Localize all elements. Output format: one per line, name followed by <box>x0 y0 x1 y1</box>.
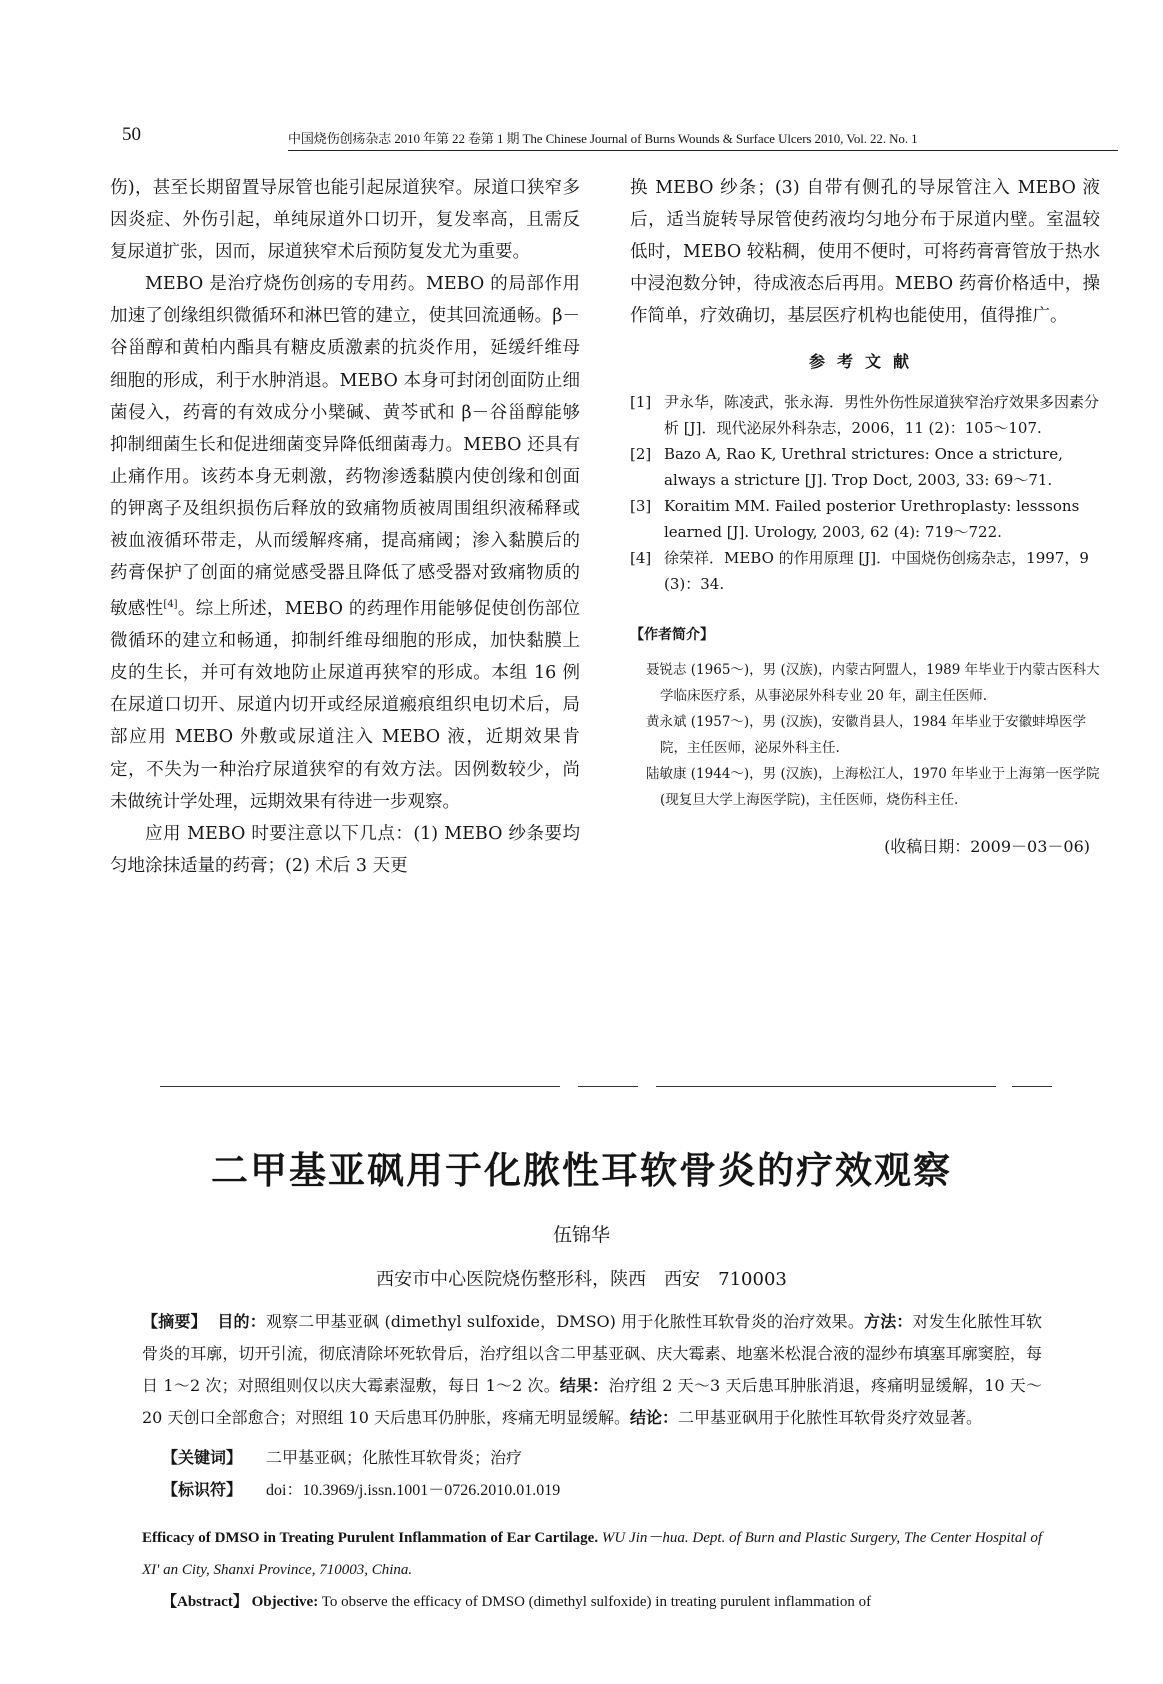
running-header: 中国烧伤创疡杂志 2010 年第 22 卷第 1 期 The Chinese Journal of Burns Wounds & Surface Ulcers 2010, Vol. 22. No. 1 <box>288 131 918 146</box>
reference-list <box>630 389 1100 597</box>
result-text: 治疗组 2 天～3 天后患耳肿胀消退，疼痛明显缓解，10 天～20 天创口全部愈合；对照组 10 天后患耳仍肿胀，疼痛无明显缓解。 <box>142 1376 1042 1427</box>
separator-2 <box>578 1086 638 1087</box>
result-label: 结果： <box>559 1376 609 1395</box>
article-author: 伍锦华 <box>552 1224 610 1246</box>
keywords-line <box>162 1442 1042 1474</box>
chinese-abstract <box>142 1306 1042 1434</box>
left-paragraph-3: 应用 MEBO 时要注意以下几点：(1) MEBO 纱条要均匀地涂抹适量的药膏；(2) 术后 3 天更 <box>110 823 580 876</box>
doi-text: doi：10.3969/j.issn.1001－0726.2010.01.019 <box>266 1482 561 1499</box>
left-paragraph-2 <box>110 268 580 817</box>
reference-item <box>630 389 1100 441</box>
english-title-line <box>142 1522 1042 1586</box>
references-title: 参考文献 <box>808 352 921 372</box>
left-column <box>110 172 580 882</box>
english-abstract-label: 【Abstract】 <box>162 1594 248 1610</box>
identifier-label: 【标识符】 <box>162 1480 243 1499</box>
right-column <box>630 172 1100 863</box>
keywords-text: 二甲基亚砜；化脓性耳软骨炎；治疗 <box>266 1448 523 1467</box>
reference-number: [1] <box>630 392 652 411</box>
conclusion-label: 结论： <box>629 1408 678 1427</box>
abstract-label: 【摘要】 <box>142 1312 207 1331</box>
left-paragraph-2-end: 。综上所述，MEBO 的药理作用能够促使创伤部位微循环的建立和畅通，抑制纤维母细胞的形成，加快黏膜上皮的生长，并可有效地防止尿道再狭窄的形成。本组 16 例在尿道口切开、尿道内切开或经尿道瘢痕组织电切术后，局部应用 MEBO 外敷或尿道注入 MEBO 液，近期效果肯定，不失为一种治疗尿道狭窄的有效方法。因例数较少，尚未做统计学处理，远期效果有待进一步观察。 <box>110 599 580 812</box>
english-author-affiliation: WU Jin－hua. Dept. of Burn and Plastic Surgery, The Center Hospital of XI' an City, Shanxi Province, 710003, China. <box>142 1530 1042 1578</box>
abstract-body <box>142 1306 1042 1434</box>
right-paragraph-1: 换 MEBO 纱条；(3) 自带有侧孔的导尿管注入 MEBO 液后，适当旋转导尿管使药液均匀地分布于尿道内壁。室温较低时，MEBO 较粘稠，使用不便时，可将药膏膏管放于热水中浸泡数分钟，待成液态后再用。MEBO 药膏价格适中，操作简单，疗效确切，基层医疗机构也能使用，值得推广。 <box>630 178 1100 327</box>
citation-4: [4] <box>163 599 178 611</box>
left-paragraph-1: 伤)，甚至长期留置导尿管也能引起尿道狭窄。尿道口狭窄多因炎症、外伤引起，单纯尿道外口切开，复发率高，且需反复尿道扩张，因而，尿道狭窄术后预防复发尤为重要。 <box>110 178 580 263</box>
objective-label: 目的： <box>217 1312 266 1331</box>
author-intro-item: 聂锐志 (1965～)，男 (汉族)，内蒙古阿盟人，1989 年毕业于内蒙古医科大学临床医疗系，从事泌尿外科专业 20 年，副主任医师. <box>646 661 1100 704</box>
identifier-line <box>162 1474 1042 1507</box>
reference-text: Koraitim MM. Failed posterior Urethroplasty: lesssons learned [J]. Urology, 2003, 62 (4): 719～722. <box>664 496 1080 541</box>
article-affiliation: 西安市中心医院烧伤整形科，陕西 西安 710003 <box>376 1269 787 1290</box>
conclusion-text: 二甲基亚砜用于化脓性耳软骨炎疗效显著。 <box>678 1408 983 1427</box>
reference-item <box>630 545 1100 597</box>
author-intro-item: 陆敏康 (1944～)，男 (汉族)，上海松江人，1970 年毕业于上海第一医学院 (现复旦大学上海医学院)，主任医师，烧伤科主任. <box>646 765 1100 808</box>
english-abstract-line <box>142 1586 1042 1618</box>
objective-text: 观察二甲基亚砜 (dimethyl sulfoxide，DMSO) 用于化脓性耳软骨炎的治疗效果。 <box>265 1312 865 1331</box>
reference-number: [2] <box>630 444 652 463</box>
reference-item <box>630 441 1100 493</box>
page-number: 50 <box>122 124 141 145</box>
english-title: Efficacy of DMSO in Treating Purulent Inflammation of Ear Cartilage. <box>142 1530 599 1546</box>
separator-3 <box>656 1086 996 1087</box>
separator-4 <box>1012 1086 1052 1087</box>
reference-text: Bazo A, Rao K, Urethral strictures: Once a stricture, always a stricture [J]. Trop Doct, 2003, 33: 69～71. <box>664 444 1063 489</box>
english-abstract <box>142 1522 1042 1618</box>
reference-text: 尹永华，陈凌武，张永海．男性外伤性尿道狭窄治疗效果多因素分析 [J]．现代泌尿外科杂志，2006，11 (2)：105～107. <box>664 392 1100 437</box>
reference-number: [4] <box>630 548 652 567</box>
article-title: 二甲基亚砜用于化脓性耳软骨炎的疗效观察 <box>211 1149 952 1192</box>
author-intro-item: 黄永斌 (1957～)，男 (汉族)，安徽肖县人，1984 年毕业于安徽蚌埠医学院，主任医师，泌尿外科主任. <box>646 713 1087 756</box>
author-intro-list <box>630 657 1100 813</box>
reference-number: [3] <box>630 496 652 515</box>
reference-item <box>630 493 1100 545</box>
separator-1 <box>160 1086 560 1087</box>
reference-text: 徐荣祥．MEBO 的作用原理 [J]．中国烧伤创疡杂志，1997，9 (3)：34. <box>664 548 1089 593</box>
author-intro-title: 【作者简介】 <box>630 626 714 643</box>
keywords-label: 【关键词】 <box>162 1448 243 1467</box>
english-objective-text: To observe the efficacy of DMSO (dimethyl sulfoxide) in treating purulent inflammation of <box>321 1594 872 1610</box>
header-rule <box>288 150 1118 151</box>
left-paragraph-2-text: MEBO 是治疗烧伤创疡的专用药。MEBO 的局部作用加速了创缘组织微循环和淋巴管的建立，使其回流通畅。β－谷甾醇和黄柏内酯具有糖皮质激素的抗炎作用，延缓纤维母细胞的形成，利于水肿消退。MEBO 本身可封闭创面防止细菌侵入，药膏的有效成分小檗碱、黄芩甙和 β－谷甾醇能够抑制细菌生长和促进细菌变异降低细菌毒力。MEBO 还具有止痛作用。该药本身无刺激，药物渗透黏膜内使创缘和创面的钾离子及组织损伤后释放的致痛物质被周围组织液稀释或被血液循环带走，从而缓解疼痛，提高痛阈；渗入黏膜后的药膏保护了创面的痛觉感受器且降低了感受器对致痛物质的敏感性 <box>110 274 580 620</box>
received-date: (收稿日期：2009－03－06) <box>884 836 1090 856</box>
method-label: 方法： <box>864 1312 913 1331</box>
english-objective-label: Objective: <box>251 1594 319 1610</box>
method-text: 对发生化脓性耳软骨炎的耳廓，切开引流，彻底清除坏死软骨后，治疗组以含二甲基亚砜、庆大霉素、地塞米松混合液的湿纱布填塞耳廓窦腔，每日 1～2 次；对照组则仅以庆大霉素湿敷，每日 1～2 次。 <box>142 1312 1042 1395</box>
keywords-block <box>162 1442 1042 1507</box>
